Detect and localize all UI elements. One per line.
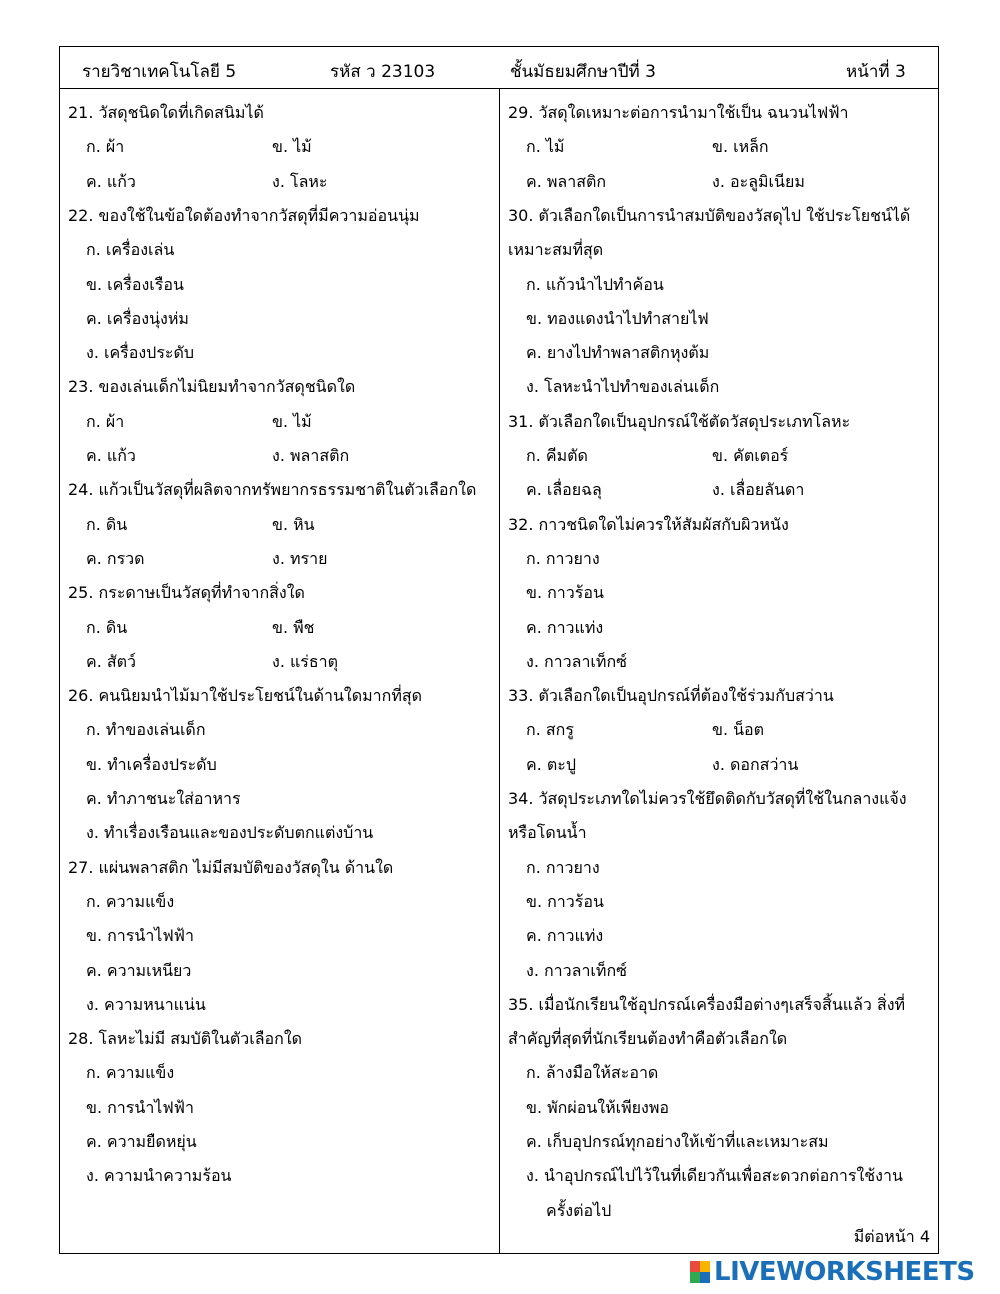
question-text: 23. ของเล่นเด็กไม่นิยมทำจากวัสดุชนิดใด [68, 377, 356, 397]
logo-square [690, 1272, 700, 1283]
answer-choice: ข. ไม้ [272, 411, 312, 431]
question-text: 29. วัสดุใดเหมาะต่อการนำมาใช้เป็น ฉนวนไฟฟ้า [508, 103, 849, 122]
answer-choice: ง. โลหะนำไปทำของเล่นเด็ก [526, 377, 720, 397]
worksheet-page [59, 46, 939, 1254]
answer-choice: ก. กาวยาง [526, 857, 600, 877]
answer-choice: ง. ทำเรื่องเรือนและของประดับตกแต่งบ้าน [86, 823, 374, 843]
answer-choice: ง. ดอกสว่าน [712, 754, 799, 774]
question-text: 25. กระดาษเป็นวัสดุที่ทำจากสิ่งใด [68, 583, 305, 603]
answer-choice: ข. ทองแดงนำไปทำสายไฟ [526, 308, 709, 328]
answer-choice: ค. กาวแท่ง [526, 926, 604, 946]
question-text: 33. ตัวเลือกใดเป็นอุปกรณ์ที่ต้องใช้ร่วมกับสว่าน [508, 686, 834, 706]
question-text: 35. เมื่อนักเรียนใช้อุปกรณ์เครื่องมือต่างๆเสร็จสิ้นแล้ว สิ่งที่ [508, 994, 906, 1014]
answer-choice: ก. ล้างมือให้สะอาด [526, 1063, 659, 1083]
answer-choice: ก. คีมตัด [526, 446, 588, 465]
answer-choice: ก. ผ้า [86, 137, 125, 157]
question-text: 34. วัสดุประเภทใดไม่ควรใช้ยึดติดกับวัสดุที่ใช้ในกลางแจ้ง [508, 789, 907, 808]
answer-choice: ง. โลหะ [272, 171, 328, 191]
answer-choice: ค. พลาสติก [526, 171, 607, 191]
answer-choice: ง. พลาสติก [272, 446, 350, 465]
answer-choice: ข. เหล็ก [712, 137, 769, 157]
question-text: 24. แก้วเป็นวัสดุที่ผลิตจากทรัพยากรธรรมชาติในตัวเลือกใด [68, 480, 477, 500]
answer-choice: ค. สัตว์ [86, 651, 137, 671]
answer-choice: ค. ทำภาชนะใส่อาหาร [86, 789, 241, 808]
answer-choice: ก. ความแข็ง [86, 1063, 175, 1083]
question-text-continued: หรือโดนน้ำ [508, 823, 587, 843]
answer-choice: ค. เก็บอุปกรณ์ทุกอย่างให้เข้าที่และเหมาะสม [526, 1132, 829, 1151]
subject-name: รายวิชาเทคโนโลยี 5 [82, 62, 237, 82]
answer-choice: ค. เลื่อยฉลุ [526, 480, 602, 500]
logo-squares-icon [690, 1261, 710, 1283]
question-text: 31. ตัวเลือกใดเป็นอุปกรณ์ใช้ตัดวัสดุประเภทโลหะ [508, 411, 851, 431]
answer-choice: ค. ตะปู [526, 754, 577, 774]
liveworksheets-logo [690, 1258, 975, 1286]
answer-choice: ข. การนำไฟฟ้า [86, 1097, 194, 1117]
answer-choice: ค. กาวแท่ง [526, 617, 604, 637]
question-text: 27. แผ่นพลาสติก ไม่มีสมบัติของวัสดุใน ด้านใด [68, 857, 394, 877]
answer-choice: ข. พักผ่อนให้เพียงพอ [526, 1097, 669, 1117]
answer-choice: ข. หิน [272, 514, 315, 534]
answer-choice: ง. กาวลาเท็กซ์ [526, 651, 627, 671]
continued-note: มีต่อหน้า 4 [853, 1227, 930, 1246]
answer-choice: ง. นำอุปกรณ์ไปไว้ในที่เดียวกันเพื่อสะดวกต่อการใช้งาน [526, 1166, 903, 1186]
answer-choice: ข. ไม้ [272, 137, 312, 157]
answer-choice: ง. อะลูมิเนียม [712, 171, 805, 191]
answer-choice: ก. ทำของเล่นเด็ก [86, 720, 206, 740]
answer-choice: ข. พืช [272, 617, 315, 637]
logo-text: LIVEWORKSHEETS [714, 1257, 975, 1287]
answer-choice: ค. เครื่องนุ่งห่ม [86, 308, 189, 328]
answer-choice: ง. ทราย [272, 548, 328, 568]
course-code: รหัส ว 23103 [330, 62, 436, 82]
answer-choice: ข. การนำไฟฟ้า [86, 926, 194, 946]
answer-choice: ค. แก้ว [86, 446, 136, 465]
answer-choice: ก. สกรู [526, 720, 574, 740]
answer-choice: ก. ไม้ [526, 137, 565, 157]
answer-choice: ง. ความหนาแน่น [86, 994, 206, 1014]
answer-choice: ข. คัตเตอร์ [712, 446, 789, 465]
answer-choice: ข. น็อต [712, 720, 765, 740]
choice-continued: ครั้งต่อไป [546, 1200, 612, 1220]
question-text: 30. ตัวเลือกใดเป็นการนำสมบัติของวัสดุไป ใช้ประโยชน์ได้ [508, 205, 911, 225]
question-text-continued: เหมาะสมที่สุด [508, 240, 604, 260]
answer-choice: ง. เลื่อยลันดา [712, 480, 805, 500]
logo-square [700, 1261, 710, 1272]
page-number: หน้าที่ 3 [846, 62, 906, 82]
answer-choice: ค. ความยืดหยุ่น [86, 1132, 197, 1151]
answer-choice: ข. กาวร้อน [526, 583, 604, 603]
answer-choice: ก. ความแข็ง [86, 891, 175, 911]
answer-choice: ก. ดิน [86, 514, 128, 534]
question-text: 32. กาวชนิดใดไม่ควรให้สัมผัสกับผิวหนัง [508, 514, 789, 534]
answer-choice: ข. เครื่องเรือน [86, 274, 184, 294]
page-header [60, 47, 938, 89]
column-divider [499, 89, 500, 1253]
question-text: 26. คนนิยมนำไม้มาใช้ประโยชน์ในด้านใดมากที่สุด [68, 686, 423, 706]
question-text: 28. โลหะไม่มี สมบัติในตัวเลือกใด [68, 1029, 303, 1049]
answer-choice: ค. ยางไปทำพลาสติกหุงต้ม [526, 343, 710, 363]
answer-choice: ก. ผ้า [86, 411, 125, 431]
logo-square [690, 1261, 700, 1272]
answer-choice: ค. ความเหนียว [86, 960, 192, 980]
question-text: 22. ของใช้ในข้อใดต้องทำจากวัสดุที่มีความอ่อนนุ่ม [68, 205, 420, 225]
answer-choice: ก. ดิน [86, 617, 128, 637]
grade-level: ชั้นมัธยมศึกษาปีที่ 3 [510, 62, 656, 82]
answer-choice: ง. แร่ธาตุ [272, 651, 339, 671]
question-text: 21. วัสดุชนิดใดที่เกิดสนิมได้ [68, 103, 264, 122]
answer-choice: ก. แก้วนำไปทำค้อน [526, 274, 664, 294]
answer-choice: ก. เครื่องเล่น [86, 240, 175, 260]
answer-choice: ข. ทำเครื่องประดับ [86, 754, 217, 774]
answer-choice: ค. แก้ว [86, 171, 136, 191]
answer-choice: ง. เครื่องประดับ [86, 343, 195, 363]
logo-square [700, 1272, 710, 1283]
answer-choice: ก. กาวยาง [526, 548, 600, 568]
answer-choice: ง. กาวลาเท็กซ์ [526, 960, 627, 980]
answer-choice: ง. ความนำความร้อน [86, 1166, 232, 1186]
question-text-continued: สำคัญที่สุดที่นักเรียนต้องทำคือตัวเลือกใด [508, 1029, 788, 1049]
answer-choice: ข. กาวร้อน [526, 891, 604, 911]
answer-choice: ค. กรวด [86, 548, 145, 568]
